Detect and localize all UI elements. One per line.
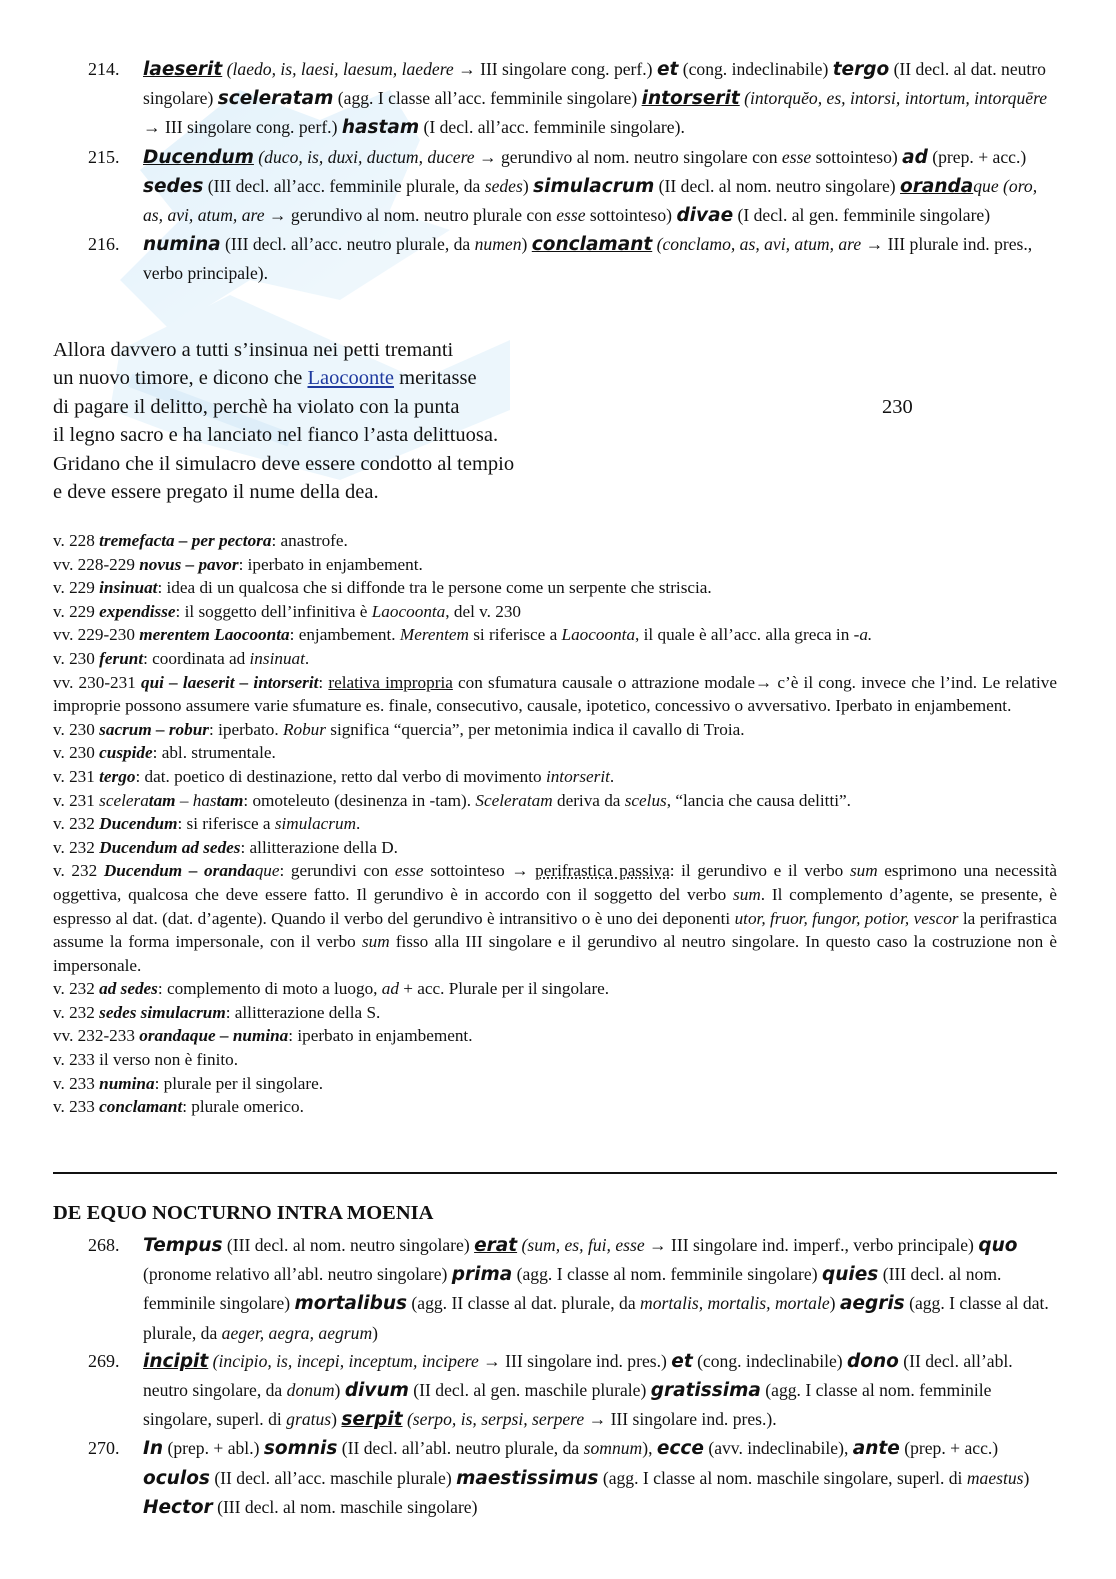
glossary-entries-bottom — [0, 1231, 1116, 1522]
latin-word: sedes — [143, 175, 204, 197]
text-fragment: : dat. poetico di destinazione, retto dal verbo di movimento — [135, 766, 546, 786]
keyword: ferunt — [99, 648, 144, 668]
text-fragment: si riferisce a — [468, 625, 562, 645]
text-fragment: (agg. II classe al dat. plurale, da — [407, 1293, 641, 1314]
keyword: qui – laeserit – intorserit — [141, 672, 319, 692]
text-fragment: (conclamo, as, avi, atum, are — [652, 234, 866, 255]
glossary-entry — [0, 55, 1116, 143]
text-fragment: (III decl. al nom. neutro singolare) — [222, 1235, 475, 1255]
glossary-entry — [0, 1434, 1116, 1522]
text-fragment: Laocoonta — [561, 625, 636, 645]
text-fragment: vv. 228-229 — [53, 554, 140, 574]
text-fragment: deriva da — [552, 790, 625, 810]
text-fragment: la perifrastica assume la forma impersonale, con il verbo — [53, 908, 1057, 952]
text-fragment: , il quale è all’acc. alla greca in — [635, 625, 854, 645]
keyword: expendisse — [99, 601, 176, 621]
text-fragment: ad — [381, 979, 399, 999]
keyword: cuspide — [99, 743, 153, 763]
latin-word: Tempus — [143, 1235, 223, 1256]
entry-number: 214. — [88, 59, 120, 79]
text-fragment: esse — [781, 146, 812, 167]
latin-word: Ducendum — [143, 146, 254, 168]
entry-number: 215. — [88, 146, 120, 167]
text-fragment: (I decl. all’acc. femminile singolare). — [419, 117, 685, 138]
latin-word: mortalibus — [294, 1293, 408, 1315]
text-fragment: . — [609, 766, 615, 786]
text-fragment: v. 230 — [53, 719, 100, 739]
text-fragment: -a. — [853, 625, 873, 645]
text-fragment: (II decl. all’abl. neutro singolare, da — [143, 1350, 1013, 1401]
poem-line: e deve essere pregato il nume della dea. — [53, 480, 379, 503]
keyword: sacrum – robur — [99, 719, 209, 739]
note-line — [53, 977, 1057, 1001]
note-line — [53, 836, 1057, 860]
text-fragment: (intorquĕo, es, intorsi, intortum, intorquēre — [739, 88, 1048, 109]
note-line — [53, 1024, 1057, 1048]
keyword: sedes simulacrum — [99, 1002, 226, 1022]
text-fragment: relativa impropria — [328, 672, 453, 692]
text-fragment: insinuat — [249, 648, 305, 668]
text-fragment: ) — [829, 1293, 840, 1314]
keyword: Ducendum – oranda — [103, 861, 255, 881]
latin-word: conclamant — [531, 234, 653, 256]
keyword: merentem Laocoonta — [139, 625, 290, 645]
text-fragment: (II decl. al dat. neutro singolare) — [143, 59, 1046, 109]
text-fragment: : enjambement. — [289, 625, 400, 645]
text-fragment: scelera — [99, 790, 149, 810]
text-fragment: : iperbato in enjambement. — [288, 1026, 473, 1046]
latin-word: intorserit — [641, 88, 740, 110]
text-fragment: : anastrofe. — [271, 531, 348, 550]
latin-word: sceleratam — [217, 88, 334, 110]
text-fragment: (agg. I classe all’acc. femminile singolare) — [333, 88, 642, 109]
text-fragment: v. 229 — [53, 578, 100, 598]
text-fragment: sottointeso → — [423, 861, 536, 881]
keyword: tremefacta – per pectora — [99, 531, 272, 550]
text-fragment: Robur — [282, 719, 326, 739]
entry-number: 268. — [88, 1235, 120, 1255]
text-fragment: sottointeso) — [585, 205, 677, 226]
text-fragment: ) — [1023, 1467, 1030, 1488]
section-divider — [53, 1172, 1057, 1174]
text-fragment: – — [175, 790, 193, 810]
text-fragment: (I decl. al gen. femminile singolare) — [733, 205, 991, 226]
note-line — [53, 529, 1057, 553]
text-fragment: : iperbato. — [209, 719, 283, 739]
text-fragment: (III decl. al nom. femminile singolare) — [143, 1264, 1002, 1314]
text-fragment: . — [356, 814, 361, 834]
latin-word: In — [143, 1438, 164, 1460]
text-fragment: que (oro, as, avi, atum, are — [143, 175, 1038, 226]
text-fragment: , “lancia che causa delitti”. — [666, 790, 851, 810]
text-fragment: : complemento di moto a luogo, — [157, 979, 382, 999]
text-fragment: sottointeso) — [811, 146, 903, 167]
text-fragment: → III plurale ind. pres., verbo principale). — [143, 234, 1033, 284]
text-fragment: vv. 229-230 — [53, 625, 140, 645]
keyword: conclamant — [99, 1097, 183, 1117]
text-fragment: : plurale per il singolare. — [154, 1073, 324, 1093]
text-fragment: : iperbato in enjambement. — [238, 554, 423, 574]
text-fragment: . — [304, 648, 310, 668]
text-fragment: gratus — [286, 1409, 332, 1430]
latin-word: aegris — [839, 1293, 905, 1315]
text-fragment: → III singolare ind. imperf., verbo principale) — [649, 1235, 979, 1255]
text-fragment: . Il complemento d’agente, se presente, è espresso al dat. (dat. d’agente). Quando il verbo del gerundivo è intransitivo o è uno dei deponenti — [53, 884, 1058, 928]
keyword: numina — [99, 1073, 155, 1093]
latin-word: quo — [978, 1235, 1018, 1256]
text-fragment: : plurale omerico. — [182, 1097, 304, 1117]
text-fragment: numen — [474, 234, 522, 255]
latin-word: somnis — [263, 1438, 338, 1460]
text-fragment: ) — [521, 234, 532, 255]
text-fragment: (III decl. al nom. maschile singolare) — [212, 1496, 478, 1517]
text-fragment: → III singolare ind. pres.) — [483, 1350, 672, 1371]
note-line — [53, 1048, 1057, 1072]
text-fragment: : idea di un qualcosa che si diffonde tra le persone come un serpente che striscia. — [157, 578, 712, 598]
keyword: insinuat — [99, 578, 158, 598]
latin-word: numina — [143, 234, 221, 256]
text-fragment: intorserit — [545, 766, 610, 786]
text-fragment: vv. 232-233 — [53, 1026, 140, 1046]
latin-word: divum — [344, 1380, 409, 1402]
text-fragment: : il gerundivo e il verbo — [669, 861, 850, 881]
text-fragment: ), — [642, 1438, 657, 1459]
text-fragment: vv. 230-231 — [53, 672, 142, 692]
text-fragment: con sfumatura causale o attrazione modale→ c’è il cong. invece che l’ind. Le relative improprie possono assumere varie sfumature es. finale, consecutivo, causale, ipotetico, concessivo o avversativo. Iperbato in enjambement. — [53, 672, 1058, 716]
text-fragment: v. 233 — [53, 1073, 100, 1093]
text-fragment: : gerundivi con — [279, 861, 395, 881]
text-fragment: (II decl. all’abl. neutro plurale, da — [337, 1438, 584, 1459]
entry-number: 270. — [88, 1438, 120, 1459]
text-fragment: (II decl. all’acc. maschile plurale) — [209, 1467, 457, 1488]
latin-word: oculos — [143, 1467, 210, 1489]
latin-word: gratissima — [650, 1380, 761, 1402]
note-line — [53, 1001, 1057, 1025]
text-fragment: sum — [733, 884, 761, 904]
text-fragment: (cong. indeclinabile) — [678, 59, 833, 79]
glossary-entry — [0, 143, 1116, 231]
text-fragment: (agg. I classe al nom. femminile singolare) — [512, 1264, 822, 1285]
latin-word: oranda — [900, 175, 974, 197]
text-fragment: (agg. I classe al nom. femminile singolare, superl. di — [143, 1380, 992, 1430]
text-fragment: v. 233 il verso non è finito. — [53, 1050, 239, 1070]
text-fragment: : — [318, 672, 329, 692]
text-fragment: Laocoonta — [371, 601, 446, 621]
text-fragment: que — [254, 861, 280, 881]
keyword: tergo — [99, 766, 136, 786]
text-fragment: v. 232 — [53, 837, 100, 857]
text-fragment: v. 232 — [53, 1002, 100, 1022]
latin-word: ecce — [656, 1438, 704, 1460]
latin-word: quies — [821, 1264, 879, 1286]
note-line — [53, 812, 1057, 836]
text-fragment: ) — [372, 1322, 379, 1343]
note-line — [53, 623, 1057, 647]
text-fragment: fisso alla III singolare e il gerundivo al neutro singolare. In questo caso la costruzione non è impersonale. — [53, 932, 1057, 975]
text-fragment: (III decl. all’acc. neutro plurale, da — [220, 234, 475, 255]
text-fragment: → III singolare ind. pres.). — [588, 1409, 777, 1430]
text-fragment: (incipio, is, incepi, inceptum, incipere — [208, 1350, 484, 1371]
analysis-notes — [53, 529, 1057, 1119]
glossary-entry — [0, 230, 1116, 287]
text-fragment: somnum — [583, 1438, 643, 1459]
latin-word: et — [671, 1350, 693, 1372]
text-fragment: utor, fruor, fungor, potior, vescor — [734, 908, 959, 928]
text-fragment: (duco, is, duxi, ductum, ducere — [253, 146, 479, 167]
note-line — [53, 647, 1057, 671]
text-fragment: (II decl. al gen. maschile plurale) — [408, 1380, 651, 1401]
latin-word: erat — [474, 1235, 518, 1256]
text-fragment: perifrastica passiva — [535, 861, 670, 881]
text-fragment: sum — [849, 861, 878, 881]
text-fragment: : omoteleuto (desinenza in -tam). — [243, 790, 476, 810]
text-fragment: sum — [361, 932, 390, 952]
latin-word: prima — [451, 1264, 513, 1286]
keyword: tam — [148, 790, 176, 810]
poem-line: il legno sacro e ha lanciato nel fianco l’asta delittuosa. — [53, 424, 499, 447]
text-fragment: : allitterazione della D. — [240, 837, 398, 857]
glossary-entry — [0, 1347, 1116, 1435]
latin-word: et — [656, 59, 679, 80]
text-fragment: sedes — [484, 175, 523, 196]
latin-word: laeserit — [143, 59, 223, 80]
text-fragment: esse — [556, 205, 586, 226]
text-fragment: (agg. I classe al dat. plurale, da — [143, 1293, 1049, 1343]
keyword: orandaque – numina — [139, 1026, 289, 1046]
text-fragment: (laedo, is, laesi, laesum, laedere — [222, 59, 459, 79]
text-fragment: : coordinata ad — [143, 648, 250, 668]
translation-poem — [53, 336, 1053, 506]
laocoonte-link[interactable]: Laocoonte — [307, 367, 394, 390]
text-fragment: ) — [331, 1409, 342, 1430]
text-fragment: (prep. + acc.) — [927, 146, 1027, 167]
latin-word: simulacrum — [533, 175, 655, 197]
text-fragment: (avv. indeclinabile), — [703, 1438, 853, 1459]
poem-line: Gridano che il simulacro deve essere condotto al tempio — [53, 452, 515, 475]
keyword: tam — [216, 790, 244, 810]
text-fragment: v. 229 — [53, 601, 100, 621]
text-fragment: has — [192, 790, 217, 810]
text-fragment: , del v. 230 — [445, 601, 522, 621]
note-line — [53, 1072, 1057, 1096]
text-fragment: v. 231 — [53, 766, 100, 786]
note-line — [53, 789, 1057, 813]
note-line — [53, 576, 1057, 600]
latin-word: dono — [847, 1350, 899, 1372]
latin-word: tergo — [832, 59, 890, 80]
text-fragment: aeger, aegra, aegrum — [221, 1322, 373, 1343]
text-fragment: (prep. + acc.) — [899, 1438, 999, 1459]
glossary-entry — [0, 1231, 1116, 1347]
text-fragment: (pronome relativo all’abl. neutro singolare) — [143, 1264, 452, 1285]
latin-word: divae — [676, 205, 734, 227]
text-fragment: → gerundivo al nom. neutro plurale con — [268, 205, 557, 226]
text-fragment: esprimono una necessità oggettiva, qualcosa che deve essere fatto. Il gerundivo è in accordo con il soggetto del verbo — [53, 861, 1057, 904]
text-fragment: (prep. + abl.) — [163, 1438, 264, 1459]
text-fragment: v. 230 — [53, 743, 100, 763]
poem-line: un nuovo timore, e dicono che Laocoonte meritasse — [53, 367, 477, 390]
keyword: Ducendum ad sedes — [99, 837, 241, 857]
text-fragment: → III singolare cong. perf.) — [143, 117, 342, 138]
text-fragment: (sum, es, fui, esse — [517, 1235, 650, 1255]
text-fragment: v. 228 — [53, 531, 100, 550]
section-title: DE EQUO NOCTURNO INTRA MOENIA — [53, 1202, 434, 1224]
text-fragment: : si riferisce a — [177, 814, 275, 834]
text-fragment: esse — [394, 861, 424, 881]
keyword: ad sedes — [99, 979, 158, 999]
note-line — [53, 765, 1057, 789]
verse-line-number: 230 — [882, 395, 913, 418]
entry-number: 269. — [88, 1350, 120, 1371]
text-fragment: scelus — [624, 790, 667, 810]
poem-line: Allora davvero a tutti s’insinua nei petti tremanti — [53, 339, 454, 361]
latin-word: serpit — [341, 1409, 403, 1431]
note-line — [53, 671, 1057, 718]
glossary-entries-top — [0, 55, 1116, 288]
poem-line: di pagare il delitto, perchè ha violato con la punta 230 — [53, 393, 1053, 421]
text-fragment: v. 232 — [53, 814, 100, 834]
text-fragment: v. 233 — [53, 1097, 100, 1117]
text-fragment: v. 232 — [53, 861, 104, 881]
keyword: Ducendum — [99, 814, 178, 834]
latin-word: ante — [852, 1438, 900, 1460]
text-fragment: (III decl. all’acc. femminile plurale, da — [203, 175, 485, 196]
text-fragment: ) — [522, 175, 534, 196]
text-fragment: v. 232 — [53, 979, 100, 999]
text-fragment: (agg. I classe al nom. maschile singolare, superl. di — [598, 1467, 967, 1488]
text-fragment: : il soggetto dell’infinitiva è — [175, 601, 372, 621]
text-fragment: : abl. strumentale. — [152, 743, 276, 763]
text-fragment: Merentem — [399, 625, 469, 645]
text-fragment: + acc. Plurale per il singolare. — [398, 979, 610, 999]
text-fragment: ) — [334, 1380, 345, 1401]
text-fragment: : allitterazione della S. — [225, 1002, 381, 1022]
note-line — [53, 718, 1057, 742]
latin-word: maestissimus — [456, 1467, 599, 1489]
note-line — [53, 859, 1057, 977]
keyword: novus – pavor — [139, 554, 239, 574]
note-line — [53, 553, 1057, 577]
note-line — [53, 1095, 1057, 1119]
text-fragment: Sceleratam — [475, 790, 553, 810]
text-fragment: donum — [286, 1380, 335, 1401]
latin-word: ad — [902, 146, 928, 168]
latin-word: Hector — [143, 1496, 213, 1518]
text-fragment: (cong. indeclinabile) — [692, 1350, 848, 1371]
note-line — [53, 600, 1057, 624]
text-fragment: maestus — [966, 1467, 1024, 1488]
text-fragment: significa “quercia”, per metonimia indica il cavallo di Troia. — [325, 719, 745, 739]
latin-word: hastam — [341, 117, 420, 139]
latin-word: incipit — [143, 1350, 209, 1372]
text-fragment: → III singolare cong. perf.) — [458, 59, 657, 79]
text-fragment: mortalis, mortalis, mortale — [640, 1293, 830, 1314]
text-fragment: (serpo, is, serpsi, serpere — [402, 1409, 589, 1430]
text-fragment: → gerundivo al nom. neutro singolare con — [478, 146, 782, 167]
text-fragment: v. 230 — [53, 648, 100, 668]
note-line — [53, 741, 1057, 765]
text-fragment: (II decl. al nom. neutro singolare) — [654, 175, 901, 196]
text-fragment: simulacrum — [274, 814, 356, 834]
text-fragment: v. 231 — [53, 790, 100, 810]
entry-number: 216. — [88, 234, 120, 255]
